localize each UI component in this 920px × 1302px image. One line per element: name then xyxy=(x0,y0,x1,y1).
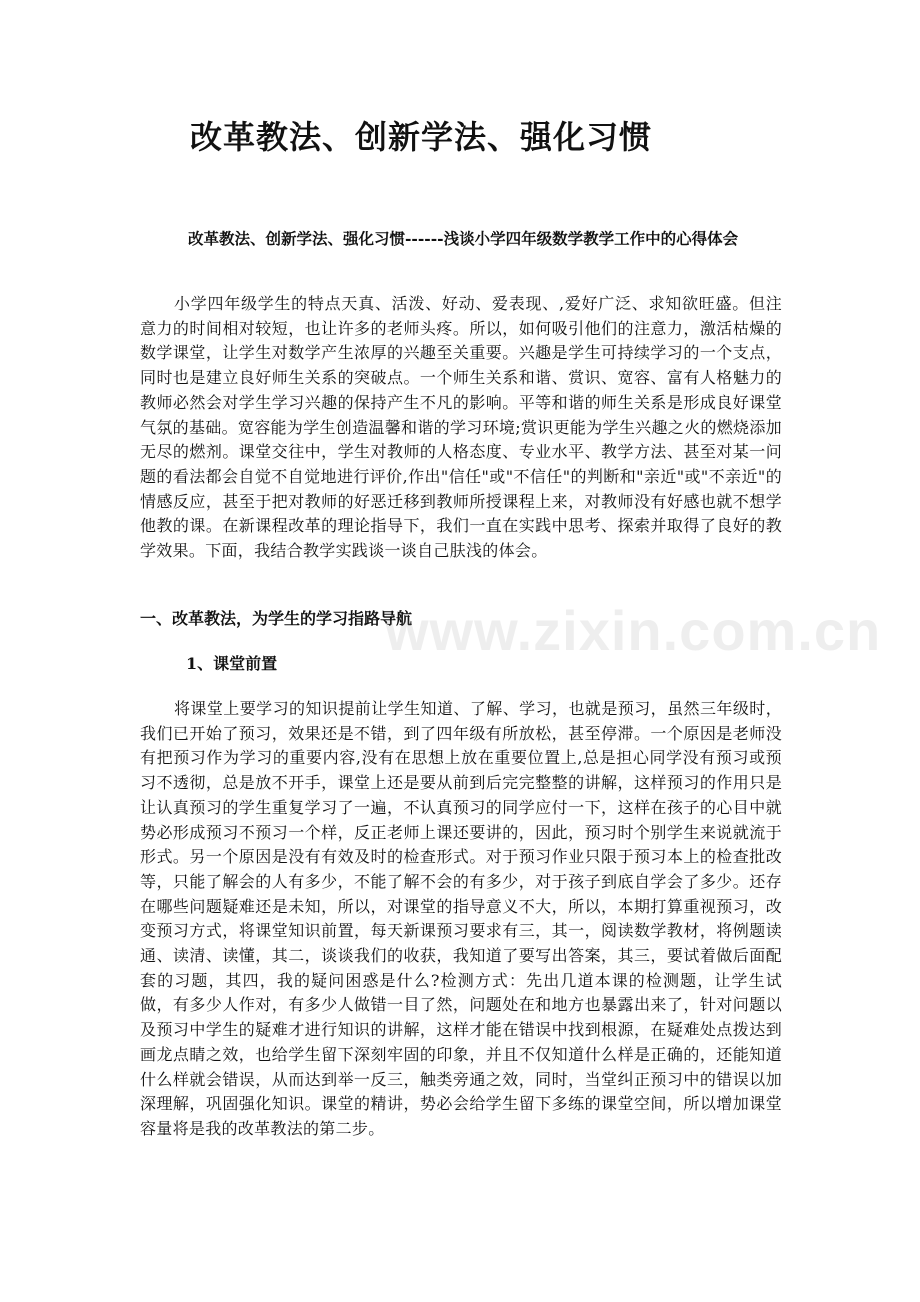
site-watermark: www.zixin.com.cn xyxy=(385,599,882,662)
preview-paragraph: 将课堂上要学习的知识提前让学生知道、了解、学习，也就是预习，虽然三年级时，我们已开始了预习，效果还是不错，到了四年级有所放松，甚至停滞。一个原因是老师没有把预习作为学习的重要内容,没有在思想上放在重要位置上,总是担心同学没有预习或预习不透彻，总是放不开手，课堂上还是要从前到后完完整整的讲解，这样预习的作用只是让认真预习的学生重复学习了一遍，不认真预习的同学应付一下，这样在孩子的心目中就势必形成预习不预习一个样，反正老师上课还要讲的，因此，预习时个别学生来说就流于形式。另一个原因是没有有效及时的检查形式。对于预习作业只限于预习本上的检查批改等，只能了解会的人有多少，不能了解不会的有多少，对于孩子到底自学会了多少。还存在哪些问题疑难还是未知，所以，对课堂的指导意义不大，所以，本期打算重视预习，改变预习方式，将课堂知识前置，每天新课预习要求有三，其一，阅读数学教材，将例题读通、读清、读懂，其二，谈谈我们的收获，我知道了要写出答案，其三，要试着做后面配套的习题，其四，我的疑问困惑是什么?检测方式：先出几道本课的检测题，让学生试做，有多少人作对，有多少人做错一目了然，问题处在和地方也暴露出来了，针对问题以及预习中学生的疑难才进行知识的讲解，这样才能在错误中找到根源，在疑难处点拨达到画龙点睛之效，也给学生留下深刻牢固的印象，并且不仅知道什么样是正确的，还能知道什么样就会错误，从而达到举一反三，触类旁通之效，同时，当堂纠正预习中的错误以加深理解，巩固强化知识。课堂的精讲，势必会给学生留下多练的课堂空间，所以增加课堂容量将是我的改革教法的第二步。 xyxy=(140,699,782,1138)
section-heading: 一、改革教法，为学生的学习指路导航 xyxy=(140,609,413,628)
intro-paragraph: 小学四年级学生的特点天真、活泼、好动、爱表现、,爱好广泛、求知欲旺盛。但注意力的时间相对较短，也让许多的老师头疼。所以，如何吸引他们的注意力，激活枯燥的数学课堂，让学生对数学产生浓厚的兴趣至关重要。兴趣是学生可持续学习的一个支点，同时也是建立良好师生关系的突破点。一个师生关系和谐、赏识、宽容、富有人格魅力的教师必然会对学生学习兴趣的保持产生不凡的影响。平等和谐的师生关系是形成良好课堂气氛的基础。宽容能为学生创造温馨和谐的学习环境;赏识更能为学生兴趣之火的燃烧添加无尽的燃剂。课堂交往中，学生对教师的人格态度、专业水平、教学方法、甚至对某一问题的看法都会自觉不自觉地进行评价,作出"信任"或"不信任"的判断和"亲近"或"不亲近"的情感反应，甚至于把对教师的好恶迁移到教师所授课程上来，对教师没有好感也就不想学他教的课。在新课程改革的理论指导下，我们一直在实践中思考、探索并取得了良好的教学效果。下面，我结合教学实践谈一谈自己肤浅的体会。 xyxy=(140,294,782,561)
document-subtitle: 改革教法、创新学法、强化习惯------浅谈小学四年级数学教学工作中的心得体会 xyxy=(188,229,739,248)
subsection-heading: 1、课堂前置 xyxy=(186,654,278,673)
document-title: 改革教法、创新学法、强化习惯 xyxy=(190,118,653,156)
